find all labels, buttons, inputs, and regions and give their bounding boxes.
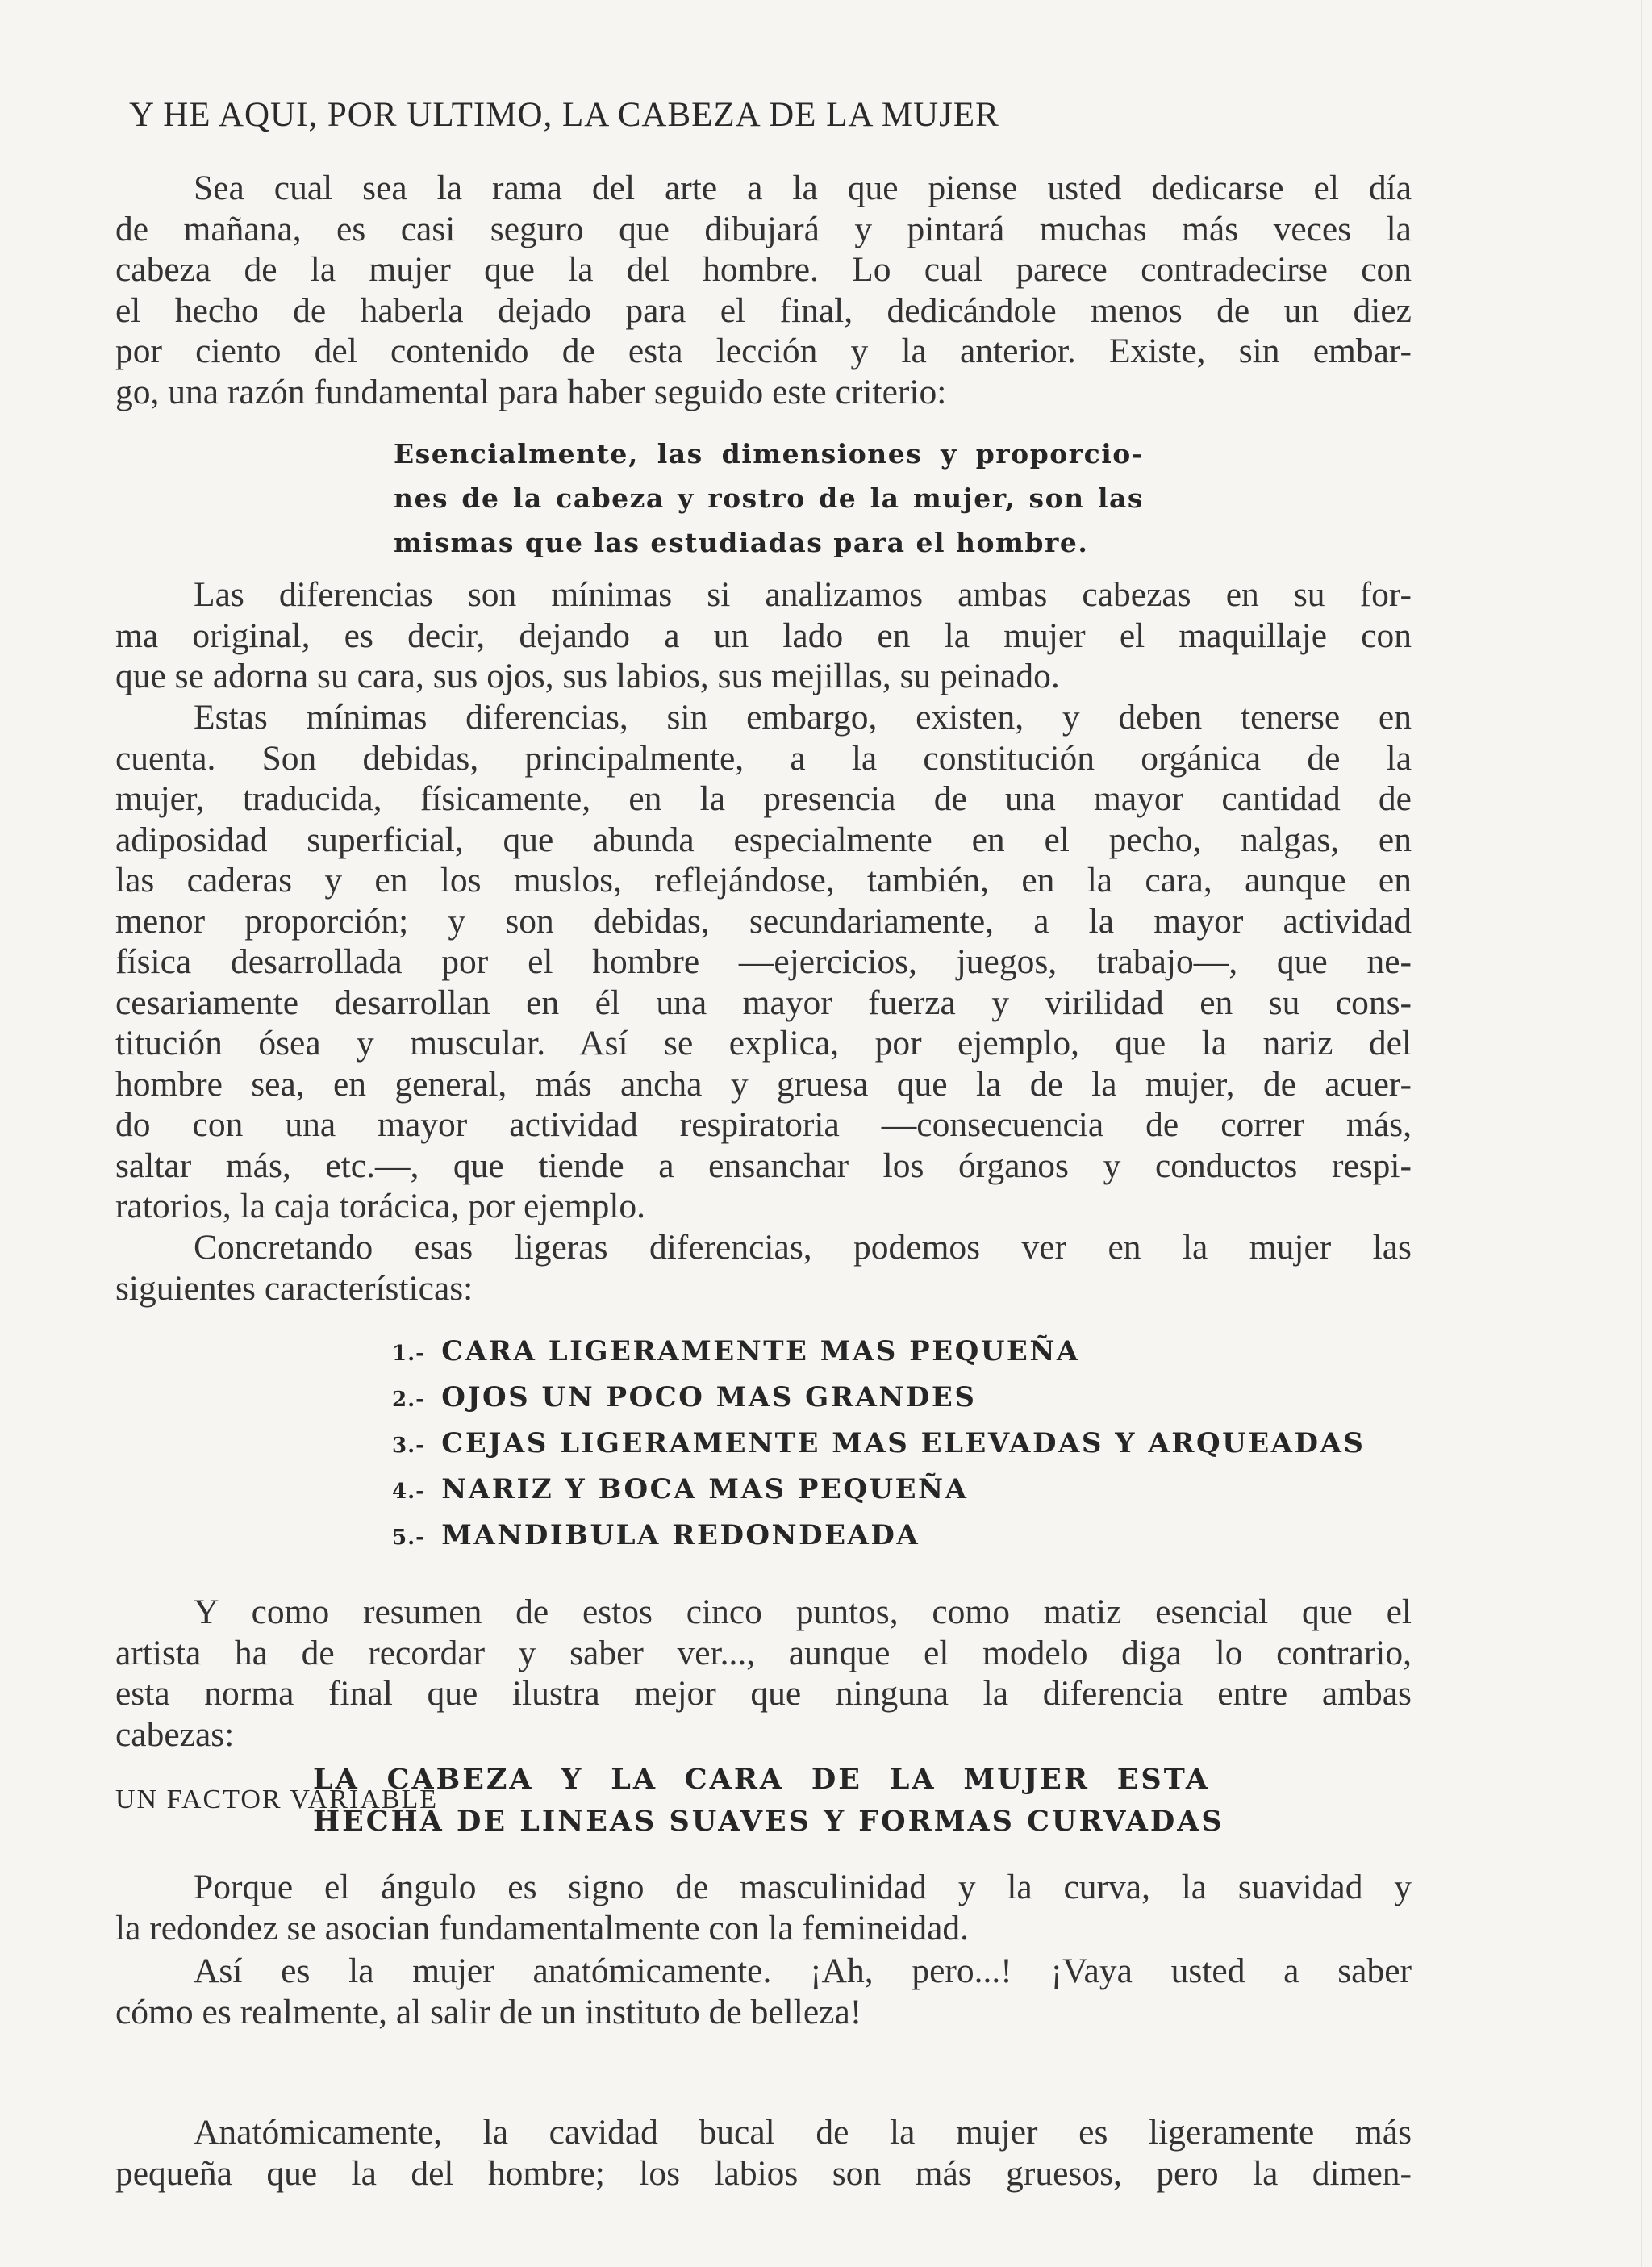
list-item bbox=[392, 1335, 1365, 1381]
subsection-heading: UN FACTOR VARIABLE bbox=[115, 1785, 438, 1814]
page-edge-divider bbox=[1641, 0, 1642, 2267]
text-line: Las diferencias son mínimas si analizamos ambas cabezas en su for- bbox=[194, 575, 1412, 614]
callout-line: LA CABEZA Y LA CARA DE LA MUJER ESTA bbox=[313, 1763, 1210, 1796]
text-line: Porque el ángulo es signo de masculinidad y la curva, la suavidad y bbox=[194, 1868, 1412, 1906]
list-text: CARA LIGERAMENTE MAS PEQUEÑA bbox=[441, 1335, 1080, 1367]
text-line: cesariamente desarrollan en él una mayor fuerza y virilidad en su cons- bbox=[115, 983, 1412, 1022]
text-line: adiposidad superficial, que abunda especialmente en el pecho, nalgas, en bbox=[115, 820, 1412, 859]
text-line: mujer, traducida, físicamente, en la presencia de una mayor cantidad de bbox=[115, 779, 1412, 818]
text-line: la redondez se asocian fundamentalmente con la femineidad. bbox=[115, 1908, 970, 1948]
text-line: que se adorna su cara, sus ojos, sus labios, sus mejillas, su peinado. bbox=[115, 657, 1060, 695]
list-number: 4.- bbox=[392, 1480, 425, 1504]
text-line: hombre sea, en general, más ancha y gruesa que la de la mujer, de acuer- bbox=[115, 1064, 1412, 1104]
callout-line: nes de la cabeza y rostro de la mujer, son las bbox=[394, 482, 1144, 514]
angle-paragraph bbox=[115, 1867, 1412, 1948]
text-line: do con una mayor actividad respiratoria —consecuencia de correr más, bbox=[115, 1105, 1412, 1144]
text-line: por ciento del contenido de esta lección y la anterior. Existe, sin embar- bbox=[115, 332, 1412, 370]
section-heading: Y HE AQUI, POR ULTIMO, LA CABEZA DE LA MUJER bbox=[129, 96, 999, 134]
callout-line: Esencialmente, las dimensiones y proporcio- bbox=[394, 438, 1144, 470]
text-line: cómo es realmente, al salir de un instituto de belleza! bbox=[115, 1992, 862, 2031]
text-line: go, una razón fundamental para haber seguido este criterio: bbox=[115, 372, 947, 411]
list-item bbox=[392, 1427, 1365, 1473]
text-line: ratorios, la caja torácica, por ejemplo. bbox=[115, 1187, 646, 1225]
text-line: Estas mínimas diferencias, sin embargo, existen, y deben tenerse en bbox=[194, 698, 1412, 737]
text-line: Así es la mujer anatómicamente. ¡Ah, pero...! ¡Vaya usted a saber bbox=[194, 1952, 1412, 1990]
list-number: 1.- bbox=[392, 1342, 425, 1366]
text-line: física desarrollada por el hombre —ejercicios, juegos, trabajo—, que ne- bbox=[115, 942, 1412, 981]
list-number: 2.- bbox=[392, 1388, 425, 1412]
list-text: NARIZ Y BOCA MAS PEQUEÑA bbox=[441, 1473, 969, 1505]
text-line: cabeza de la mujer que la del hombre. Lo cual parece contradecirse con bbox=[115, 250, 1412, 289]
rule-callout bbox=[313, 1759, 1224, 1843]
text-line: Concretando esas ligeras diferencias, podemos ver en la mujer las bbox=[194, 1228, 1412, 1267]
characteristics-list bbox=[392, 1335, 1365, 1565]
list-item bbox=[392, 1473, 1365, 1519]
list-item bbox=[392, 1519, 1365, 1565]
text-line: menor proporción; y son debidas, secundariamente, a la mayor actividad bbox=[115, 901, 1412, 941]
anatomy-paragraph bbox=[115, 2112, 1412, 2194]
text-line: pequeña que la del hombre; los labios son más gruesos, pero la dimen- bbox=[115, 2153, 1412, 2193]
summary-paragraph bbox=[115, 1592, 1412, 1755]
text-line: ma original, es decir, dejando a un lado en la mujer el maquillaje con bbox=[115, 616, 1412, 655]
list-number: 5.- bbox=[392, 1526, 425, 1550]
text-line: titución ósea y muscular. Así se explica, por ejemplo, que la nariz del bbox=[115, 1024, 1412, 1063]
concretando-paragraph bbox=[115, 1227, 1412, 1309]
text-line: cuenta. Son debidas, principalmente, a la constitución orgánica de la bbox=[115, 738, 1412, 778]
list-text: CEJAS LIGERAMENTE MAS ELEVADAS Y ARQUEADAS bbox=[441, 1427, 1366, 1459]
text-line: Sea cual sea la rama del arte a la que piense usted dedicarse el día bbox=[194, 169, 1412, 207]
text-line: saltar más, etc.—, que tiende a ensanchar los órganos y conductos respi- bbox=[115, 1146, 1412, 1185]
intro-paragraph bbox=[115, 168, 1412, 412]
text-line: artista ha de recordar y saber ver..., aunque el modelo diga lo contrario, bbox=[115, 1633, 1412, 1672]
principle-callout bbox=[394, 432, 1144, 565]
text-line: cabezas: bbox=[115, 1714, 235, 1754]
differences-paragraph bbox=[115, 574, 1412, 697]
text-line: siguientes características: bbox=[115, 1268, 473, 1308]
list-item bbox=[392, 1381, 1365, 1427]
text-line: esta norma final que ilustra mejor que ninguna la diferencia entre ambas bbox=[115, 1674, 1412, 1713]
list-text: MANDIBULA REDONDEADA bbox=[441, 1519, 920, 1551]
text-line: de mañana, es casi seguro que dibujará y pintará muchas más veces la bbox=[115, 209, 1412, 248]
text-line: Anatómicamente, la cavidad bucal de la mujer es ligeramente más bbox=[194, 2113, 1412, 2152]
list-text: OJOS UN POCO MAS GRANDES bbox=[441, 1381, 977, 1413]
callout-line: HECHA DE LINEAS SUAVES Y FORMAS CURVADAS bbox=[313, 1805, 1224, 1838]
asi-paragraph bbox=[115, 1951, 1412, 2032]
callout-line: mismas que las estudiadas para el hombre. bbox=[394, 527, 1089, 558]
text-line: las caderas y en los muslos, reflejándose, también, en la cara, aunque en bbox=[115, 861, 1412, 900]
text-line: Y como resumen de estos cinco puntos, como matiz esencial que el bbox=[194, 1593, 1412, 1631]
list-number: 3.- bbox=[392, 1434, 425, 1458]
text-line: el hecho de haberla dejado para el final, dedicándole menos de un diez bbox=[115, 290, 1412, 330]
minimal-differences-paragraph bbox=[115, 697, 1412, 1227]
